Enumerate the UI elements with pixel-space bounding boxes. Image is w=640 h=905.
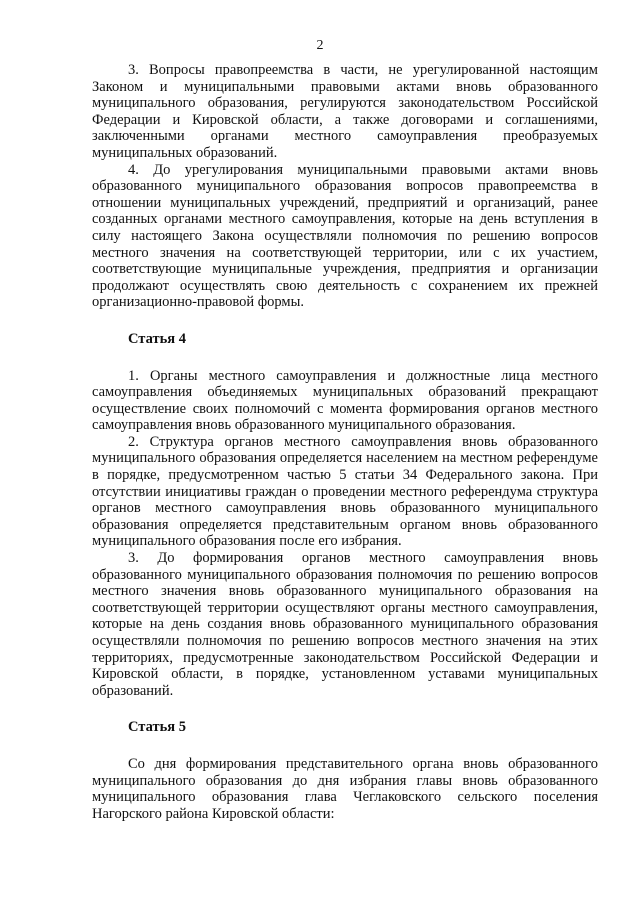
page-number: 2 xyxy=(316,38,324,53)
spacer xyxy=(92,736,598,756)
paragraph-art3-4: 4. До урегулирования муниципальными правовыми актами вновь образованного муниципального образования вопросов правопреемства в отношении муниципальных учреждений, предприятий и организаций, ранее созданных органами местного самоуправления, которые на день вступления в силу настоящего Закона осуществляли полномочия по решению вопросов местного значения на соответствующей территории, или с их участием, соответствующие муниципальные учреждения, предприятия и организации продолжают осуществлять свою деятельность с сохранением их прежней организационно-правовой формы. xyxy=(92,161,598,311)
document-body xyxy=(92,62,598,822)
paragraph-art4-3: 3. До формирования органов местного самоуправления вновь образованного муниципального образования полномочия по решению вопросов местного значения вновь образованного муниципального образования на соответствующей территории осуществляют органы местного самоуправления, которые на день создания вновь образованного муниципального образования осуществляли полномочия по решению вопросов местного значения на этих территориях, предусмотренные законодательством Российской Федерации и Кировской области, в порядке, установленном уставами муниципальных образований. xyxy=(92,550,598,699)
spacer xyxy=(92,311,598,331)
paragraph-art3-3: 3. Вопросы правопреемства в части, не урегулированной настоящим Законом и муниципальными правовыми актами вновь образованного муниципального образования, регулируются законодательством Российской Федерации и Кировской области, а также договорами и соглашениями, заключенными органами местного самоуправления преобразуемых муниципальных образований. xyxy=(92,62,598,161)
spacer xyxy=(92,348,598,368)
article-4-heading: Статья 4 xyxy=(128,330,186,347)
paragraph-art4-2: 2. Структура органов местного самоуправления вновь образованного муниципального образования определяется населением на местном референдуме в порядке, предусмотренном частью 5 статьи 34 Федерального закона. При отсутствии инициативы граждан о проведении местного референдума структура органов местного самоуправления вновь образованного муниципального образования определяется представительным органом вновь образованного муниципального образования после его избрания. xyxy=(92,433,598,550)
article-5-heading: Статья 5 xyxy=(128,719,186,736)
paragraph-art5-1: Со дня формирования представительного органа вновь образованного муниципального образования до дня избрания главы вновь образованного муниципального образования глава Чеглаковского сельского поселения Нагорского района Кировской области: xyxy=(92,755,598,822)
spacer xyxy=(92,699,598,719)
paragraph-art4-1: 1. Органы местного самоуправления и должностные лица местного самоуправления объединяемых муниципальных образований прекращают осуществление своих полномочий с момента формирования органов местного самоуправления вновь образованного муниципального образования. xyxy=(92,367,598,434)
